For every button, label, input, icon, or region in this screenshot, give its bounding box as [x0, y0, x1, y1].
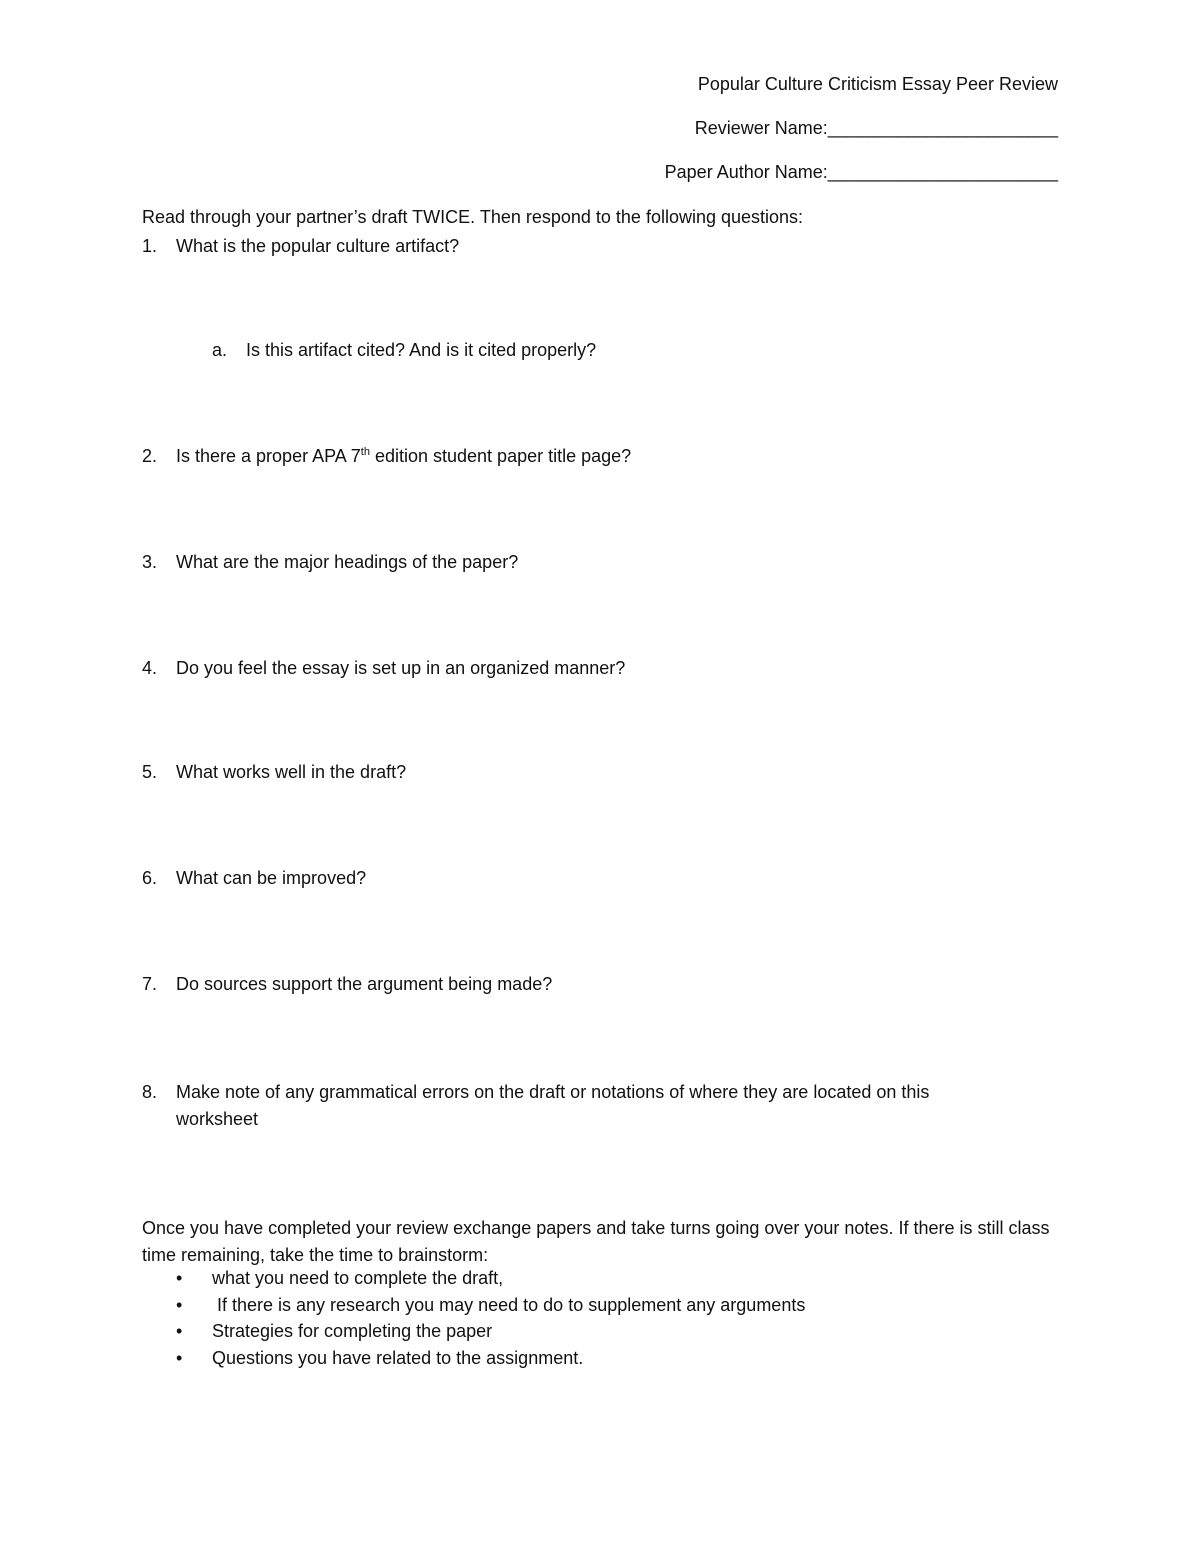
document-title: Popular Culture Criticism Essay Peer Review [697, 74, 1058, 94]
question-8 [142, 1082, 930, 1129]
list-item-text: If there is any research you may need to do to supplement any arguments [212, 1294, 806, 1315]
question-4 [142, 658, 625, 679]
bullet-icon: • [176, 1347, 183, 1368]
list-item [142, 1321, 805, 1348]
list-item-text: Questions you have related to the assignment. [212, 1347, 584, 1368]
question-number: 4. [142, 658, 158, 678]
list-item [142, 1268, 805, 1295]
question-7 [142, 974, 552, 995]
question-number: 8. [142, 1082, 158, 1102]
author-name-label: Paper Author Name: [664, 162, 828, 182]
question-6 [142, 868, 366, 889]
superscript-ordinal: th [360, 446, 370, 458]
question-3 [142, 552, 518, 573]
question-text: Do you feel the essay is set up in an organized manner? [176, 658, 626, 678]
reviewer-name-blank: _______________________ [827, 118, 1058, 138]
question-2 [142, 446, 631, 467]
reviewer-name-line [695, 118, 1058, 139]
question-text-part: Is there a proper APA 7 [176, 446, 361, 466]
question-text: Make note of any grammatical errors on the draft or notations of where they are located on this [176, 1082, 930, 1102]
list-item-text: what you need to complete the draft, [212, 1268, 504, 1288]
question-text: What are the major headings of the paper? [176, 552, 519, 572]
question-text-part: edition student paper title page? [369, 446, 632, 466]
question-number: 6. [142, 868, 158, 888]
question-text: What works well in the draft? [176, 762, 407, 782]
brainstorm-list [142, 1268, 805, 1374]
bullet-icon: • [176, 1321, 183, 1341]
question-number: 2. [142, 446, 158, 466]
author-name-blank: _______________________ [827, 162, 1058, 182]
question-number: 5. [142, 762, 158, 782]
list-item-text: Strategies for completing the paper [212, 1321, 493, 1341]
list-item [142, 1295, 805, 1322]
question-5 [142, 762, 406, 783]
bullet-icon: • [176, 1294, 183, 1315]
closing-paragraph: Once you have completed your review exchange papers and take turns going over your notes. If there is still class time remaining, take the time to brainstorm: [142, 1218, 1050, 1265]
question-1 [142, 236, 459, 257]
question-1a [212, 340, 596, 361]
question-number: 7. [142, 974, 158, 994]
question-text [176, 446, 631, 466]
question-text-continuation: worksheet [176, 1109, 259, 1129]
question-number: a. [212, 340, 228, 360]
question-number: 3. [142, 552, 158, 572]
bullet-icon: • [176, 1268, 183, 1288]
instructions: Read through your partner’s draft TWICE. Then respond to the following questions: [142, 207, 804, 227]
question-text: What can be improved? [176, 868, 367, 888]
question-number: 1. [142, 236, 158, 256]
question-text: Is this artifact cited? And is it cited properly? [246, 340, 597, 360]
reviewer-name-label: Reviewer Name: [694, 118, 828, 138]
author-name-line [665, 162, 1058, 183]
question-text: What is the popular culture artifact? [176, 236, 460, 256]
question-text: Do sources support the argument being made? [176, 974, 553, 994]
list-item [142, 1348, 805, 1375]
